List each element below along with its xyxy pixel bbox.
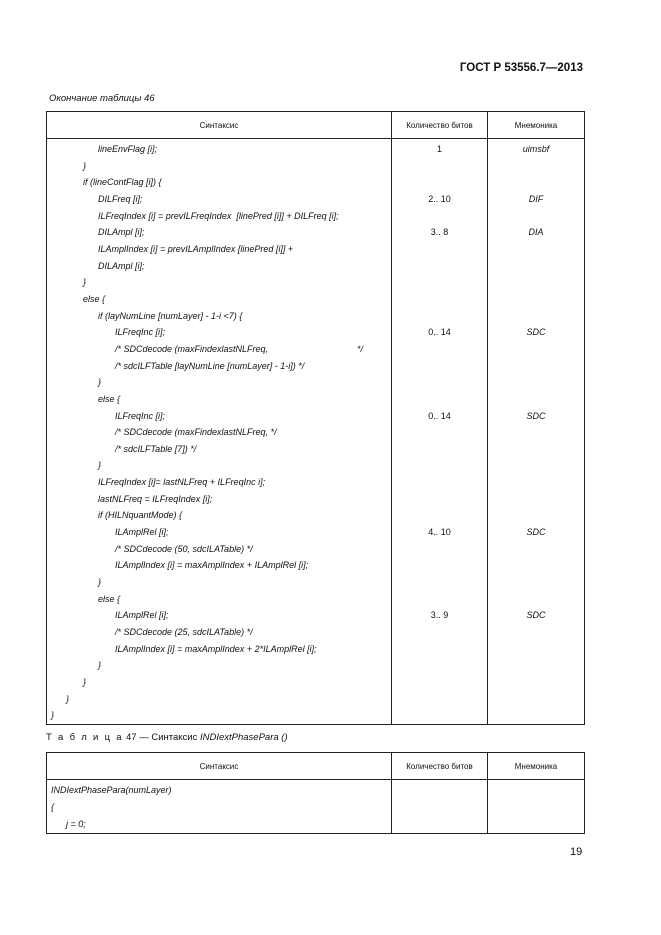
syntax-text: }	[83, 277, 87, 288]
syntax-line	[47, 208, 391, 225]
mnemonic-value: DIA	[528, 227, 544, 238]
syntax-text: }	[98, 460, 102, 471]
syntax-text: }	[83, 677, 87, 687]
syntax-line	[47, 258, 391, 275]
page-number: 19	[570, 846, 583, 858]
syntax-line	[47, 358, 391, 375]
syntax-text: if (lineContFlag [i]) {	[83, 177, 162, 188]
syntax-line	[47, 641, 391, 658]
table-46-caption: Окончание таблицы 46	[49, 93, 155, 104]
table-46-body-row	[47, 139, 585, 725]
mnemonic-value: uimsbf	[522, 144, 550, 154]
syntax-text: DILAmpl [i];	[98, 260, 145, 271]
bits-value: 1	[436, 144, 442, 154]
document-code: ГОСТ Р 53556.7—2013	[459, 62, 583, 74]
syntax-line	[47, 441, 391, 458]
syntax-text: lineEnvFlag [i];	[98, 144, 158, 154]
bits-value	[392, 374, 487, 391]
syntax-line	[47, 241, 391, 258]
syntax-line	[47, 408, 391, 425]
mnemonic-value: SDC	[526, 527, 546, 538]
bits-value: 3.. 8	[430, 227, 449, 238]
syntax-text: if (HILNquantMode) {	[98, 510, 183, 521]
mnemonic-value	[488, 308, 584, 325]
syntax-line	[47, 391, 391, 408]
syntax-line	[47, 291, 391, 308]
col-header-bits: Количество битов	[392, 753, 488, 780]
mnemonic-value	[488, 158, 584, 175]
syntax-text: ILAmplRel [i];	[115, 610, 169, 621]
table-47-caption-number: 47 — Синтаксис	[123, 732, 200, 743]
syntax-line	[47, 591, 391, 608]
bits-value: 0.. 14	[428, 410, 451, 421]
syntax-text: /* sdcILFTable [7]) */	[115, 443, 197, 454]
syntax-line	[47, 324, 391, 341]
mnemonic-value	[488, 591, 584, 608]
mnemonic-value: SDC	[526, 327, 546, 338]
table-47-body-row	[47, 780, 585, 834]
syntax-line	[47, 674, 391, 691]
mnemonic-value	[488, 624, 584, 641]
syntax-line	[47, 374, 391, 391]
syntax-line	[47, 457, 391, 474]
mnemonic-column	[488, 780, 585, 834]
table-46-header-row	[47, 112, 585, 139]
bits-value	[392, 391, 487, 408]
bits-value	[392, 457, 487, 474]
bits-column	[392, 780, 488, 834]
col-header-mnemonic: Мнемоника	[488, 753, 585, 780]
mnemonic-value	[488, 557, 584, 574]
bits-value	[392, 174, 487, 191]
mnemonic-value	[488, 657, 584, 674]
syntax-line	[47, 657, 391, 674]
mnemonic-value	[488, 674, 584, 691]
bits-value	[392, 424, 487, 441]
syntax-text: ILAmplIndex [i] = prevILAmplIndex [linePred [i]] +	[98, 243, 294, 254]
bits-value	[392, 258, 487, 275]
bits-value	[392, 707, 487, 724]
syntax-text: DILFreq [i];	[98, 193, 143, 204]
syntax-text: ILFreqInc [i];	[115, 327, 166, 338]
mnemonic-value	[488, 258, 584, 275]
mnemonic-value	[488, 441, 584, 458]
mnemonic-value	[488, 691, 584, 708]
syntax-text: }	[51, 710, 55, 721]
mnemonic-value	[488, 707, 584, 724]
syntax-line	[47, 491, 391, 508]
syntax-text: ILAmplIndex [i] = maxAmplIndex + 2*ILAmplRel [i];	[115, 643, 317, 654]
syntax-text: }	[83, 160, 87, 171]
mnemonic-value: SDC	[526, 610, 546, 621]
syntax-line	[47, 308, 391, 325]
mnemonic-value	[488, 457, 584, 474]
mnemonic-value	[488, 507, 584, 524]
syntax-line	[47, 174, 391, 191]
bits-value	[392, 291, 487, 308]
mnemonic-value	[488, 341, 584, 358]
mnemonic-value	[488, 274, 584, 291]
syntax-line	[47, 691, 391, 708]
bits-value	[392, 557, 487, 574]
bits-value	[392, 624, 487, 641]
syntax-text: lastNLFreq = ILFreqIndex [i];	[98, 493, 213, 504]
bits-value	[392, 158, 487, 175]
mnemonic-value	[488, 474, 584, 491]
table-47-caption-name: INDIextPhasePara ()	[199, 732, 288, 743]
syntax-line: INDIextPhasePara(numLayer)	[51, 785, 172, 795]
bits-value	[392, 274, 487, 291]
syntax-line	[47, 507, 391, 524]
mnemonic-value	[488, 208, 584, 225]
bits-value	[392, 358, 487, 375]
syntax-text: ILAmplIndex [i] = maxAmplIndex + ILAmplRel [i];	[115, 560, 309, 571]
bits-value	[392, 674, 487, 691]
syntax-line	[47, 274, 391, 291]
syntax-text: }	[98, 377, 102, 388]
bits-value	[392, 691, 487, 708]
syntax-text: /* SDCdecode (25, sdcILATable) */	[115, 627, 253, 638]
mnemonic-value	[488, 491, 584, 508]
bits-value	[392, 657, 487, 674]
syntax-line	[47, 224, 391, 241]
syntax-text: DILAmpl [i];	[98, 227, 145, 238]
bits-value	[392, 507, 487, 524]
bits-value	[392, 574, 487, 591]
mnemonic-value	[488, 174, 584, 191]
syntax-text: else {	[98, 593, 121, 604]
comment-close: */	[357, 343, 364, 354]
bits-value: 3.. 9	[430, 610, 449, 621]
syntax-text: ILAmplRel [i];	[115, 527, 169, 538]
bits-value	[392, 541, 487, 558]
syntax-text: }	[98, 577, 102, 588]
syntax-text: else {	[98, 393, 121, 404]
bits-value	[392, 308, 487, 325]
mnemonic-value	[488, 541, 584, 558]
col-header-bits: Количество битов	[392, 112, 488, 139]
mnemonic-value	[488, 291, 584, 308]
syntax-text: else {	[83, 293, 106, 304]
bits-value	[392, 474, 487, 491]
mnemonic-value	[488, 374, 584, 391]
syntax-line: {	[51, 802, 55, 812]
table-47-caption	[46, 732, 288, 743]
mnemonic-value	[488, 574, 584, 591]
table-47	[46, 752, 585, 834]
bits-value	[392, 491, 487, 508]
bits-value	[392, 591, 487, 608]
syntax-line: j = 0;	[66, 819, 86, 829]
syntax-line	[47, 624, 391, 641]
syntax-line	[47, 707, 391, 724]
syntax-line	[47, 557, 391, 574]
syntax-text: /* SDCdecode (maxFindexlastNLFreq, */	[115, 427, 277, 438]
bits-column	[392, 139, 488, 725]
bits-value	[392, 241, 487, 258]
bits-value	[392, 208, 487, 225]
syntax-line	[47, 474, 391, 491]
syntax-text: ILFreqIndex [i] = prevILFreqIndex [linePred [i]] + DILFreq [i];	[98, 210, 339, 221]
mnemonic-value: DIF	[528, 193, 544, 204]
syntax-text: /* sdcILFTable [layNumLine [numLayer] - 1-i]) */	[115, 360, 305, 371]
syntax-line	[47, 158, 391, 175]
syntax-line	[47, 191, 391, 208]
syntax-line	[47, 341, 391, 358]
bits-value: 2.. 10	[428, 193, 451, 204]
syntax-line	[47, 141, 391, 158]
bits-value: 4.. 10	[428, 527, 451, 538]
syntax-column	[47, 780, 392, 834]
syntax-text: }	[66, 693, 70, 704]
table-47-header-row	[47, 753, 585, 780]
bits-value	[392, 441, 487, 458]
syntax-text: if (layNumLine [numLayer] - 1-i <7) {	[98, 310, 243, 321]
table-46	[46, 111, 585, 725]
col-header-syntax: Синтаксис	[47, 112, 392, 139]
bits-value	[392, 641, 487, 658]
mnemonic-value: SDC	[526, 410, 546, 421]
mnemonic-value	[488, 358, 584, 375]
bits-value: 0.. 14	[428, 327, 451, 338]
col-header-mnemonic: Мнемоника	[488, 112, 585, 139]
col-header-syntax: Синтаксис	[47, 753, 392, 780]
syntax-text: /* SDCdecode (50, sdcILATable) */	[115, 543, 253, 554]
mnemonic-column	[488, 139, 585, 725]
syntax-line	[47, 607, 391, 624]
mnemonic-value	[488, 391, 584, 408]
syntax-line	[47, 541, 391, 558]
mnemonic-value	[488, 424, 584, 441]
table-47-caption-prefix: Т а б л и ц а	[46, 732, 124, 743]
syntax-column	[47, 139, 392, 725]
syntax-line	[47, 574, 391, 591]
syntax-line	[47, 524, 391, 541]
bits-value	[392, 341, 487, 358]
syntax-text: }	[98, 660, 102, 671]
mnemonic-value	[488, 641, 584, 658]
syntax-text: /* SDCdecode (maxFindexlastNLFreq,	[115, 343, 269, 354]
syntax-text: ILFreqInc [i];	[115, 410, 166, 421]
syntax-text: ILFreqIndex [i]= lastNLFreq + ILFreqInc i];	[98, 477, 266, 488]
syntax-line	[47, 424, 391, 441]
mnemonic-value	[488, 241, 584, 258]
